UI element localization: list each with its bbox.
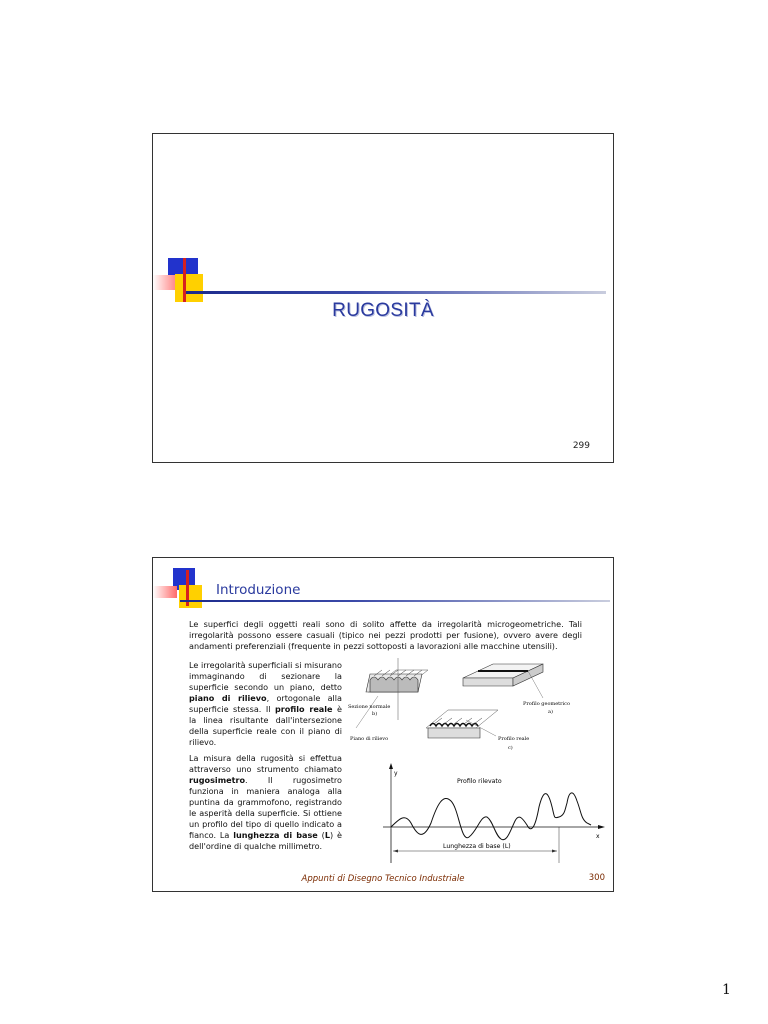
figure-c [426,710,529,751]
title-rule [186,291,606,294]
surface-sections-figure [348,658,613,758]
x-axis-label: x [596,833,600,840]
text: è la linea risultante dall'intersezione della superficie reale con il piano di rilievo. [189,704,342,747]
slide-title: RUGOSITÀ [332,300,434,321]
slide-introduzione [152,557,614,892]
figure-label: a) [548,709,553,715]
term-piano-rilievo: piano di rilievo [189,693,267,703]
intro-paragraph: Le superfici degli oggetti reali sono di solito affette da irregolarità microgeometriche. Tali irregolarità possono essere casuali (tipico nei pezzi prodotti per fusione), ovvero avere degli andamenti preferenziali (frequente in pezzi sottoposti a lavorazioni alle macchine utensili). [189,619,582,651]
term-lunghezza-base: lunghezza di base [233,830,318,840]
footer-title: Appunti di Disegno Tecnico Industriale [301,874,465,884]
sheet-page-number: 1 [722,982,731,998]
slide-page-number: 299 [572,441,590,451]
slide-title: Introduzione [216,582,301,598]
paragraph-rugosimetro [189,753,342,852]
deco-yellow-square [175,274,203,302]
figure-label: c) [508,745,513,751]
term-rugosimetro: rugosimetro [189,775,246,785]
term-profilo-reale: profilo reale [274,704,333,714]
figure-b [348,658,428,742]
profile-graph [381,763,607,868]
text: Le irregolarità superficiali si misurano immaginando di sezionare la superficie secondo un piano, detto [189,660,342,692]
figure-label: Profilo geometrico [523,701,570,707]
base-length-label: Lunghezza di base (L) [443,843,511,850]
paragraph-piano-rilievo [189,660,342,748]
figure-a [463,664,570,715]
text: . Il rugosimetro funziona in maniera analoga alla puntina da grammofono, registrando le asperità della superficie. Si ottiene un profilo del tipo di quello indicato a fianco. La [189,775,342,840]
left-column [189,660,342,852]
profile-label: Profilo rilevato [457,778,502,785]
text: ( [317,830,325,840]
text: , ortogonale alla superficie stessa. Il [189,693,342,714]
deco-red-bar [183,258,186,302]
text: ) è dell'ordine di qualche millimetro. [189,830,342,851]
slide-rugosita [152,133,614,463]
y-axis-label: y [394,770,398,777]
deco-red-square [153,586,177,598]
figure-label: b) [372,711,378,717]
deco-yellow-square [179,585,202,608]
slide-page-number: 300 [588,873,605,883]
figure-label: Piano di rilievo [350,736,389,742]
figure-label: Sezione normale [348,704,391,710]
text: La misura della rugosità si effettua attraverso uno strumento chiamato [189,753,342,774]
term-L: L [324,830,330,840]
figure-label: Profilo reale [498,736,530,742]
title-rule [180,600,610,602]
profile-curve [391,793,591,840]
